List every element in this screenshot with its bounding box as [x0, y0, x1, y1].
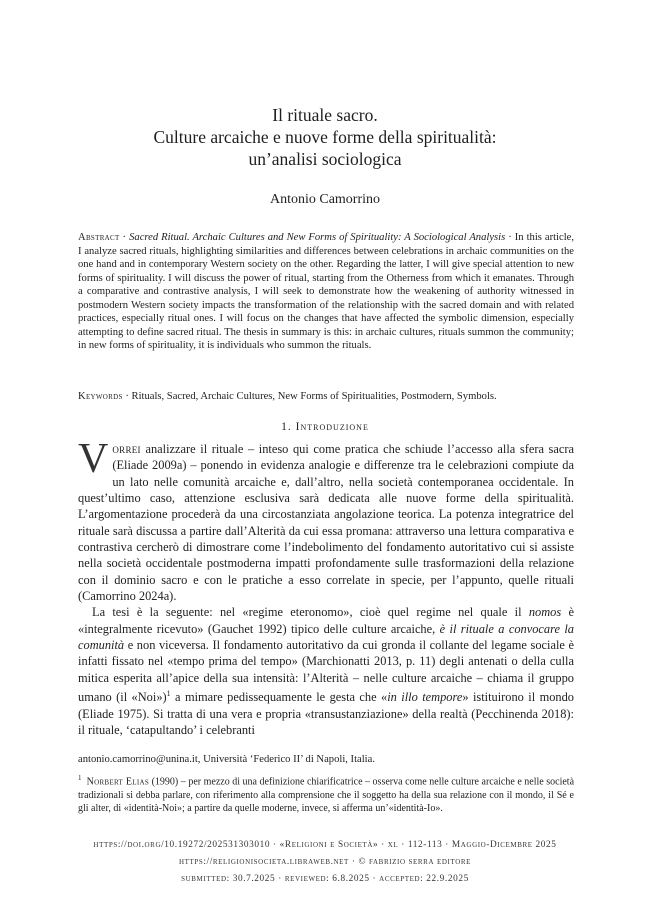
paragraph-2-text-a: La tesi è la seguente: nel «regime eteronomo», cioè quel regime nel quale il [92, 605, 529, 620]
paragraph-1-text: analizzare il rituale – inteso qui come pratica che schiude l’accesso alla sfera sacra (Eliade 2009a) – ponendo in evidenza analogie e differenze tra le celebrazioni compiute da un lato nelle comunità arcaiche e, dall’altro, nella società contemporanea occidentale. In quest’ultimo caso, attenzione esclusiva sarà dedicata alle nuove forme della spiritualità. L’argomentazione procederà da una circostanziata angolazione teorica. La potenza integratrice del rituale sarà discussa a partire dall’Alterità da cui essa promana: attraverso una lettura comparativa e contrastiva cercherò di dimostrare come l’indebolimento del fondamento autoritativo cui si assiste nella società occidentale postmoderna impatti profondamente sulle trasformazioni della relazione con il dominio sacro e con le pratiche a esso correlate in specie, per l’appunto, quelle rituali (Camorrino 2024a). [78, 442, 574, 604]
paragraph-2-text-c: e non viceversa. Il fondamento autoritativo da cui gronda il collante del legame sociale è infatti fissato nel «tempo prima del tempo» (Marchionatti 2013, p. 11) degli antenati o della culla mitica esperita all’apice della sua intensità: l’Alterità – nelle culture arcaiche – chiama il gruppo umano (il «Noi») [78, 638, 574, 705]
body-text [78, 436, 574, 738]
footnote-text: (1990) – per mezzo di una definizione chiarificatrice – osserva come nelle culture arcaiche e nelle società tradizionali si debba parlare, con riferimento alla comprensione che il soggetto ha della sua relazione con il mondo, il Sé e gli alter, di «identità-Noi»; a partire da quelle moderne, invece, si afferma un’«identità-Io». [78, 776, 575, 814]
footnote-reference[interactable]: 1 [166, 689, 171, 699]
abstract-separator: · [119, 232, 130, 243]
drop-cap: V [78, 436, 109, 482]
paragraph-2-text-e: » istituirono il mondo (Eliade 1975). Si tratta di una vera e propria «transustanziazione» della realtà (Pecchinenda 2018): il rituale, ‘catapultando’ i celebranti [78, 690, 574, 737]
keywords-label: Keywords [78, 391, 123, 402]
author-affiliation: antonio.camorrino@unina.it, Università ‘Federico II’ di Napoli, Italia. [78, 754, 375, 765]
paragraph-2-italic-a: nomos [528, 605, 562, 620]
paragraph-1 [78, 436, 574, 604]
footer-dates-line: submitted: 30.7.2025 · reviewed: 6.8.2025 · accepted: 22.9.2025 [181, 874, 469, 884]
paragraph-2-italic-c: in illo tempore [387, 690, 463, 705]
paragraph-2 [78, 604, 574, 738]
paper-title-line-1: Il rituale sacro. [272, 105, 378, 125]
abstract-english-title: Sacred Ritual. Archaic Cultures and New Forms of Spirituality: A Sociological Analysis [129, 232, 506, 243]
keywords-text: · Rituals, Sacred, Archaic Cultures, New Forms of Spiritualities, Postmodern, Symbols. [122, 391, 497, 402]
footer-publisher-line: https://religionisocieta.libraweb.net · © fabrizio serra editore [178, 857, 472, 867]
footer-doi-line: https://doi.org/10.19272/202531303010 · «Religioni e Società» · xl · 112-113 · Maggio-Dicembre 2025 [93, 840, 557, 850]
opening-word: orrei [112, 442, 141, 456]
keywords [78, 390, 578, 404]
paper-title-line-3: un’analisi sociologica [248, 149, 402, 169]
author-name: Antonio Camorrino [269, 192, 381, 207]
abstract-text: · In this article, I analyze sacred rituals, highlighting similarities and differences between celebrations in archaic communities on the one hand and in contemporary Western society on the other. Regarding the latter, I will give special attention to new forms of spirituality. I will discuss the power of ritual, starting from the Otherness from which it emanates. Through a comparative and contrastive analysis, I will seek to demonstrate how the weakening of authority witnessed in postmodern Western society impacts the transformation of the relationship with the sacred domain and with related practices, especially ritual ones. I will focus on the changes that have affected the symbolic dimension, especially attempting to define sacred ritual. The thesis in summary is this: in archaic cultures, rituals summon the community; in new forms of spirituality, it is individuals who summon the rituals. [78, 232, 575, 351]
paper-title-line-2: Culture arcaiche e nuove forme della spiritualità: [153, 127, 497, 147]
footnote-number: 1 [78, 774, 82, 782]
paragraph-2-text-d: a mimare pedissequamente le gesta che « [170, 690, 388, 705]
paragraph-2-text-b: è «integralmente ricevuto» (Gauchet 1992) tipico delle culture arcaiche, [78, 605, 574, 636]
abstract-label: Abstract [78, 232, 120, 243]
section-heading: 1. Introduzione [281, 421, 369, 433]
paragraph-2-italic-b: è il rituale a convocare la comunità [78, 621, 574, 653]
footnote-author: Norbert Elias [86, 776, 150, 788]
abstract [78, 231, 574, 353]
footnote-1 [78, 772, 574, 815]
